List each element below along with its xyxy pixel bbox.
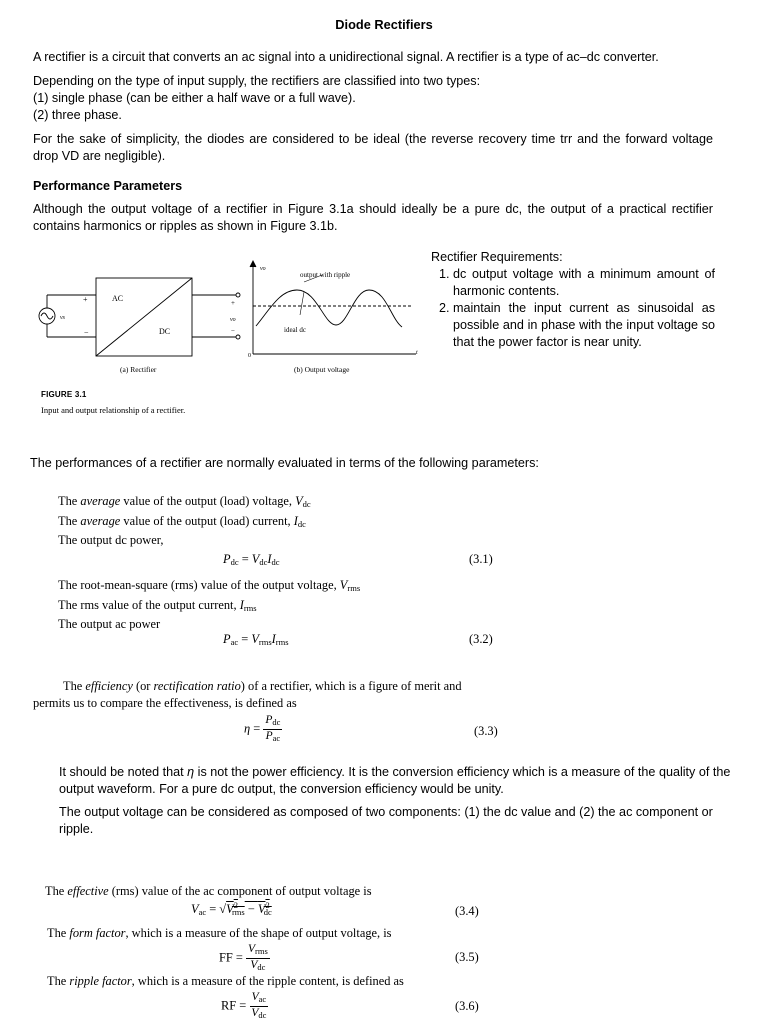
requirement-item: 2. maintain the input current as sinusoidal as possible and in phase with the input voltage so that the power factor is near unity.: [453, 300, 715, 351]
output-components-note: The output voltage can be considered as composed of two components: (1) the dc value and (2) the ac component or ripple.: [59, 805, 713, 836]
figure-caption: Input and output relationship of a rectifier.: [41, 405, 186, 415]
ripple-waveform: [256, 290, 402, 327]
equation-number-3-3: (3.3): [474, 724, 498, 738]
efficiency-line-2: permits us to compare the effectiveness, is defined as: [33, 695, 297, 710]
output-minus: −: [231, 327, 235, 335]
effective-value-line: The effective (rms) value of the ac component of output voltage is: [45, 884, 372, 898]
intro-line-three-phase: (2) three phase.: [33, 108, 122, 122]
dc-power-line: The output dc power,: [58, 533, 164, 547]
intro-paragraph-2: [33, 73, 713, 124]
axis-t-label: t: [416, 350, 418, 356]
equation-number-3-1: (3.1): [469, 552, 493, 566]
requirement-item: 1. dc output voltage with a minimum amount of harmonic contents.: [453, 266, 715, 300]
parameters-intro: The performances of a rectifier are normally evaluated in terms of the following parameters:: [30, 456, 539, 470]
intro-line-single-phase: (1) single phase (can be either a half wave or a full wave).: [33, 91, 356, 105]
equation-3-2: $P_{ac} = V_{rms}I_{rms}$: [223, 632, 289, 647]
intro-paragraph-1: A rectifier is a circuit that converts an ac signal into a unidirectional signal. A rectifier is a type of ac–dc converter.: [33, 50, 659, 64]
intro-paragraph-3: For the sake of simplicity, the diodes are considered to be ideal (the reverse recovery time trr and the forward voltage drop VD are negligible).: [33, 132, 713, 163]
ripple-factor-line: The ripple factor, which is a measure of the ripple content, is defined as: [47, 974, 404, 988]
rectifier-circuit-diagram: [39, 278, 240, 356]
intro-line-types: Depending on the type of input supply, the rectifiers are classified into two types:: [33, 74, 481, 88]
ideal-dc-label: ideal dc: [284, 326, 306, 334]
figure-label: FIGURE 3.1: [41, 390, 87, 399]
rms-current-line: The rms value of the output current, $I_{rms}$: [58, 597, 257, 613]
requirements-list: [431, 266, 715, 351]
equation-3-1: $P_{dc} = V_{dc}I_{dc}$: [223, 552, 280, 567]
vo-label: vo: [230, 317, 236, 323]
axis-v-label: vo: [260, 266, 266, 272]
efficiency-line-1: The efficiency (or rectification ratio) of a rectifier, which is a figure of merit and: [63, 679, 462, 693]
sine-icon: [41, 313, 53, 319]
requirements-heading: Rectifier Requirements:: [431, 250, 563, 264]
input-plus: +: [83, 295, 88, 304]
form-factor-line: The form factor, which is a measure of the shape of output voltage, is: [47, 926, 392, 940]
rms-voltage-line: The root-mean-square (rms) value of the output voltage, $V_{rms}$: [58, 578, 361, 593]
equation-3-6: RF = $\frac{V_{ac}}{V_{dc}}$: [221, 991, 267, 1020]
avg-current-line: The average value of the output (load) current, $I_{dc}$: [58, 513, 306, 529]
output-plus: +: [231, 299, 235, 307]
equation-3-5: FF = $\frac{V_{rms}}{V_{dc}}$: [219, 943, 268, 972]
avg-voltage-line: The average value of the output (load) voltage, $V_{dc}$: [58, 494, 311, 509]
subcaption-b: (b) Output voltage: [294, 365, 350, 374]
efficiency-paragraph: [33, 678, 503, 711]
vs-label: vs: [60, 315, 65, 321]
input-minus: −: [84, 328, 89, 337]
equation-number-3-2: (3.2): [469, 632, 493, 646]
y-axis-arrow: [250, 261, 256, 267]
performance-heading: Performance Parameters: [33, 179, 183, 193]
equation-3-3: η = $\frac{P_{dc}}{P_{ac}}$: [244, 714, 281, 743]
equation-number-3-5: (3.5): [455, 950, 479, 964]
parameter-definitions-1: [58, 493, 478, 549]
performance-paragraph: Although the output voltage of a rectifier in Figure 3.1a should ideally be a pure dc, the output of a practical rectifier contains harmonics or ripples as shown in Figure 3.1b.: [33, 202, 713, 233]
ac-label: AC: [112, 294, 124, 303]
page-title: Diode Rectifiers: [335, 17, 433, 32]
equation-number-3-6: (3.6): [455, 999, 479, 1013]
efficiency-note: It should be noted that η is not the power efficiency. It is the conversion efficiency which is a measure of the quality of the output waveform. For a pure dc output, the conversion efficiency would be unity.: [59, 765, 731, 796]
equation-3-4: $V_{ac} = √V^2_{rms} - V^2_{dc}$: [191, 900, 272, 918]
requirements-block: [431, 249, 715, 351]
figure-3-1: [34, 257, 424, 382]
ac-power-line: The output ac power: [58, 617, 161, 631]
equation-number-3-4: (3.4): [455, 904, 479, 918]
parameter-definitions-2: [58, 577, 478, 633]
origin-label: 0: [248, 353, 251, 359]
dc-label: DC: [159, 327, 171, 336]
ripple-label: output with ripple: [300, 271, 351, 279]
subcaption-a: (a) Rectifier: [120, 365, 157, 374]
